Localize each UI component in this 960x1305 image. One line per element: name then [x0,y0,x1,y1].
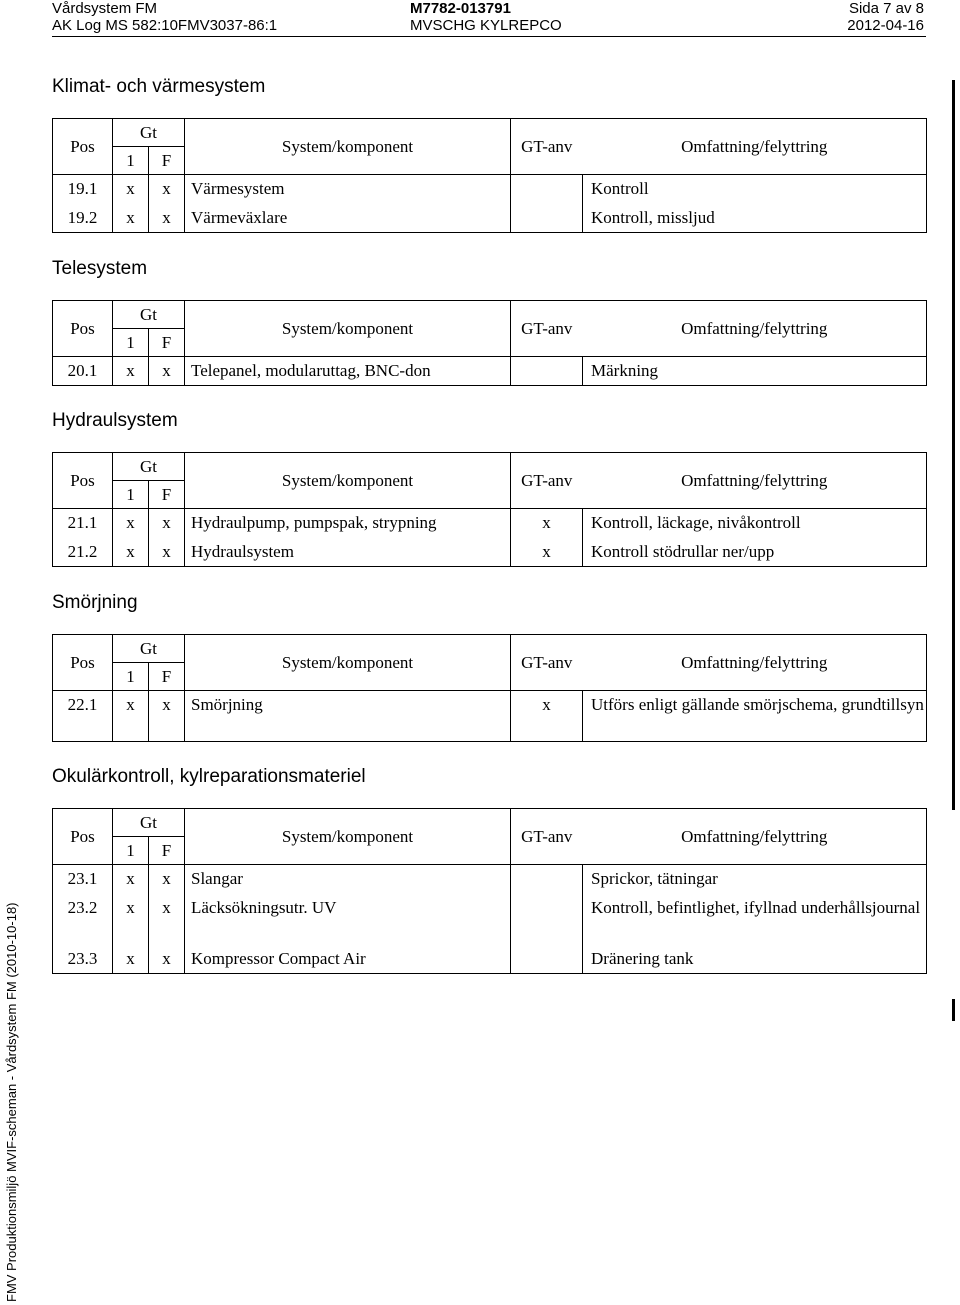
cell-gt-1: x [113,865,149,894]
col-header-gt-f: F [149,147,185,175]
table-row [53,175,927,204]
col-header-gt: Gt [113,301,185,329]
cell-omfattning: Utförs enligt gällande smörjschema, grundtillsyn [583,691,927,742]
cell-gt-f: x [149,538,185,567]
col-header-system: System/komponent [185,301,511,357]
cell-system: Värmesystem [185,175,511,204]
maintenance-table [52,300,927,386]
cell-gt-f: x [149,945,185,974]
maintenance-table [52,808,927,974]
cell-omfattning: Kontroll, läckage, nivåkontroll [583,509,927,538]
col-header-gtanv: GT-anv [511,809,583,865]
col-header-gt-1: 1 [113,663,149,691]
cell-system: Värmeväxlare [185,204,511,233]
side-footer-text: FMV Produktionsmiljö MVIF-scheman - Vårdsystem FM (2010-10-18) [4,902,19,1302]
cell-gt-1: x [113,945,149,974]
col-header-gt: Gt [113,119,185,147]
cell-gt-f: x [149,357,185,386]
cell-pos: 19.2 [53,204,113,233]
cell-pos: 23.3 [53,945,113,974]
col-header-pos: Pos [53,635,113,691]
cell-pos: 22.1 [53,691,113,742]
change-bar [952,999,955,1021]
table-row [53,894,927,945]
cell-gtanv [511,204,583,233]
cell-omfattning: Kontroll, missljud [583,204,927,233]
maintenance-table [52,118,927,233]
section-title: Telesystem [52,258,148,279]
cell-gt-f: x [149,894,185,945]
change-bar [952,80,955,810]
cell-gtanv: x [511,538,583,567]
cell-gtanv [511,357,583,386]
cell-omfattning: Kontroll, befintlighet, ifyllnad underhållsjournal [583,894,927,945]
cell-system: Hydraulpump, pumpspak, strypning [185,509,511,538]
cell-system: Smörjning [185,691,511,742]
cell-gt-1: x [113,509,149,538]
cell-pos: 21.1 [53,509,113,538]
cell-gtanv: x [511,509,583,538]
section-title: Smörjning [52,592,138,613]
col-header-gtanv: GT-anv [511,119,583,175]
col-header-gt-f: F [149,329,185,357]
col-header-omfattning: Omfattning/felyttring [583,635,927,691]
col-header-system: System/komponent [185,453,511,509]
col-header-gt: Gt [113,453,185,481]
cell-gt-1: x [113,691,149,742]
col-header-system: System/komponent [185,635,511,691]
cell-gt-f: x [149,691,185,742]
col-header-system: System/komponent [185,119,511,175]
cell-gt-1: x [113,204,149,233]
cell-gt-1: x [113,175,149,204]
maintenance-table [52,634,927,742]
table-row [53,945,927,974]
cell-gtanv: x [511,691,583,742]
cell-gt-1: x [113,357,149,386]
cell-gt-f: x [149,865,185,894]
header-left [52,0,277,34]
col-header-gt-f: F [149,837,185,865]
col-header-gt-f: F [149,481,185,509]
cell-gt-f: x [149,175,185,204]
col-header-gt-f: F [149,663,185,691]
col-header-pos: Pos [53,119,113,175]
header-doc-number: M7782-013791 [410,0,511,17]
col-header-pos: Pos [53,301,113,357]
cell-gtanv [511,175,583,204]
cell-pos: 23.1 [53,865,113,894]
cell-system: Läcksökningsutr. UV [185,894,511,945]
cell-gt-f: x [149,509,185,538]
col-header-system: System/komponent [185,809,511,865]
cell-pos: 23.2 [53,894,113,945]
section-title: Hydraulsystem [52,410,178,431]
col-header-gt-1: 1 [113,837,149,865]
col-header-omfattning: Omfattning/felyttring [583,119,927,175]
cell-gt-1: x [113,894,149,945]
header-center [410,0,562,34]
table-row [53,691,927,742]
col-header-gtanv: GT-anv [511,635,583,691]
header-date: 2012-04-16 [847,17,924,34]
cell-omfattning: Dränering tank [583,945,927,974]
table-row [53,509,927,538]
cell-omfattning: Kontroll stödrullar ner/upp [583,538,927,567]
col-header-omfattning: Omfattning/felyttring [583,301,927,357]
col-header-gt-1: 1 [113,329,149,357]
cell-gt-f: x [149,204,185,233]
header-doc-code: MVSCHG KYLREPCO [410,17,562,34]
col-header-omfattning: Omfattning/felyttring [583,809,927,865]
cell-gtanv [511,894,583,945]
cell-omfattning: Sprickor, tätningar [583,865,927,894]
col-header-pos: Pos [53,809,113,865]
col-header-gt: Gt [113,635,185,663]
cell-gtanv [511,945,583,974]
section-title: Klimat- och värmesystem [52,76,266,97]
page-header [0,0,960,36]
col-header-gt: Gt [113,809,185,837]
cell-pos: 20.1 [53,357,113,386]
cell-system: Telepanel, modularuttag, BNC-don [185,357,511,386]
cell-gt-1: x [113,538,149,567]
cell-gtanv [511,865,583,894]
col-header-omfattning: Omfattning/felyttring [583,453,927,509]
cell-pos: 19.1 [53,175,113,204]
table-row [53,357,927,386]
header-right [847,0,924,34]
col-header-gtanv: GT-anv [511,453,583,509]
cell-system: Kompressor Compact Air [185,945,511,974]
table-row [53,865,927,894]
cell-system: Slangar [185,865,511,894]
header-divider [52,36,926,37]
maintenance-table [52,452,927,567]
cell-omfattning: Märkning [583,357,927,386]
cell-pos: 21.2 [53,538,113,567]
header-doc-ref: AK Log MS 582:10FMV3037-86:1 [52,17,278,34]
col-header-gt-1: 1 [113,481,149,509]
col-header-pos: Pos [53,453,113,509]
table-row [53,538,927,567]
col-header-gtanv: GT-anv [511,301,583,357]
table-row [53,204,927,233]
col-header-gt-1: 1 [113,147,149,175]
header-system-name: Vårdsystem FM [52,0,158,17]
cell-omfattning: Kontroll [583,175,927,204]
cell-system: Hydraulsystem [185,538,511,567]
section-title: Okulärkontroll, kylreparationsmateriel [52,766,366,787]
header-page-number: Sida 7 av 8 [848,0,924,17]
